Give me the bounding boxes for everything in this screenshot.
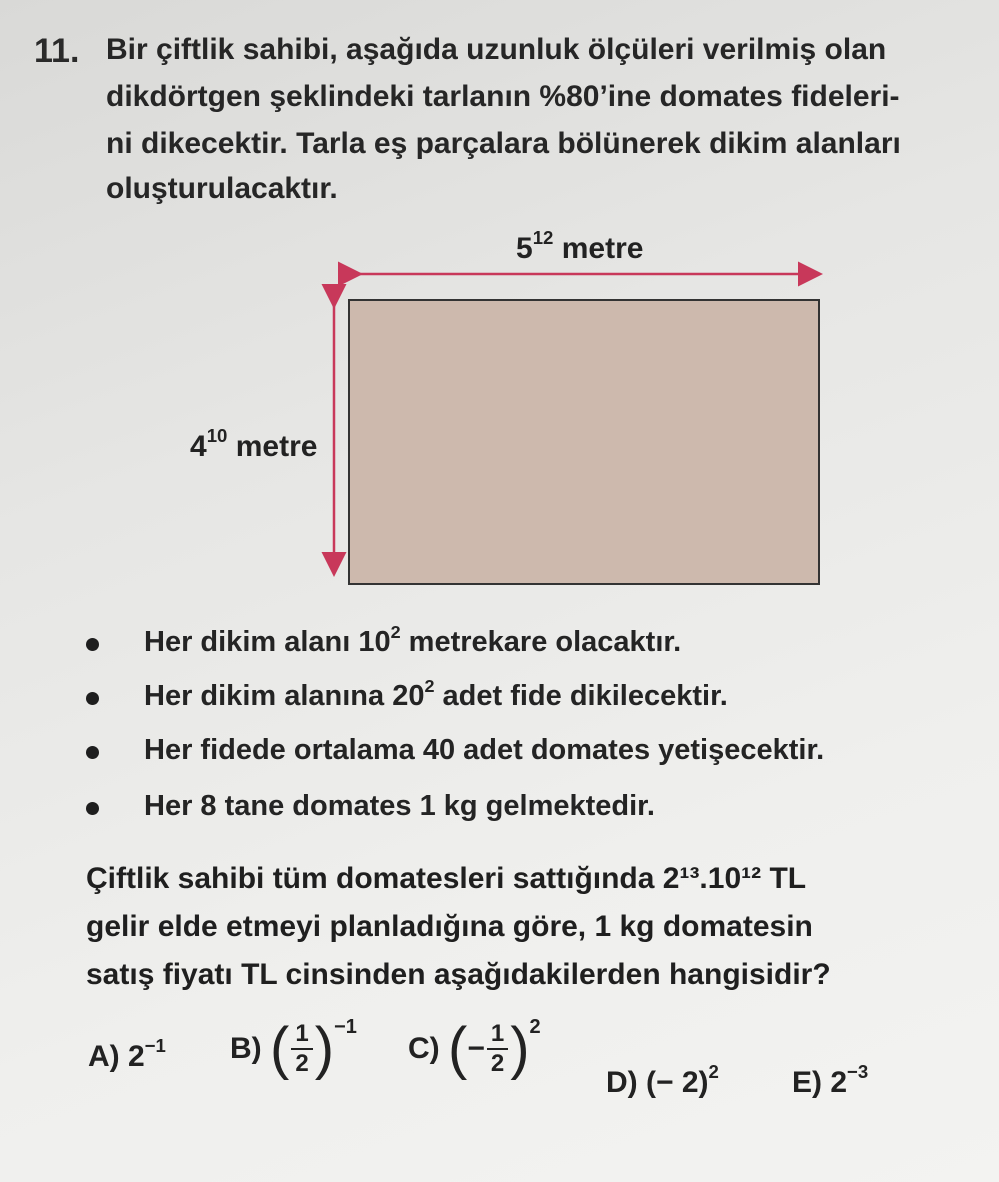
option-c[interactable]: C) (− $\frac{1}{2}$ )$^2$ bbox=[408, 1016, 541, 1081]
bullet-icon bbox=[86, 746, 99, 759]
option-b[interactable]: B) ( $\frac{1}{2}$ )$^{-1}$ bbox=[230, 1016, 357, 1081]
option-a[interactable]: A) $2^{-1}$ bbox=[88, 1035, 166, 1073]
field-rectangle bbox=[349, 300, 819, 584]
bullet-text: Her fidede ortalama 40 adet domates yetişecektir. bbox=[144, 734, 825, 766]
intro-line-4: oluşturulacaktır. bbox=[106, 172, 338, 205]
bullet-icon bbox=[86, 802, 99, 815]
height-label bbox=[190, 425, 318, 464]
bullet-text: Her dikim alanına $20^2$ adet fide dikilecektir. bbox=[144, 675, 728, 712]
option-d[interactable]: D) (− 2)$^2$ bbox=[606, 1061, 719, 1099]
height-exponent: 10 bbox=[206, 425, 228, 447]
intro-line-1: Bir çiftlik sahibi, aşağıda uzunluk ölçüleri verilmiş olan bbox=[106, 33, 887, 66]
fraction: $\frac{1}{2}$ bbox=[487, 1022, 508, 1076]
intro-line-3: ni dikecektir. Tarla eş parçalara bölünerek dikim alanları bbox=[106, 127, 901, 160]
height-base: 4 bbox=[190, 430, 207, 463]
width-exponent: 12 bbox=[532, 227, 554, 249]
width-label bbox=[516, 227, 644, 266]
bullet-text: Her dikim alanı $10^2$ metrekare olacaktır. bbox=[144, 621, 682, 658]
question-number: 11. bbox=[34, 32, 80, 70]
intro-line-2: dikdörtgen şeklindeki tarlanın %80’ine domates fideleri- bbox=[106, 80, 900, 113]
bullet-icon bbox=[86, 638, 99, 651]
bullet-text: Her 8 tane domates 1 kg gelmektedir. bbox=[144, 790, 655, 822]
ask-line-1: Çiftlik sahibi tüm domatesleri sattığında 2¹³.10¹² TL bbox=[86, 862, 807, 895]
ask-line-3: satış fiyatı TL cinsinden aşağıdakilerden hangisidir? bbox=[86, 958, 831, 991]
fraction: $\frac{1}{2}$ bbox=[291, 1022, 312, 1076]
width-base: 5 bbox=[516, 232, 533, 265]
height-unit: metre bbox=[235, 430, 318, 463]
ask-line-2: gelir elde etmeyi planladığına göre, 1 kg domatesin bbox=[86, 910, 813, 943]
bullet-icon bbox=[86, 692, 99, 705]
width-unit: metre bbox=[561, 232, 644, 265]
option-e[interactable]: E) $2^{-3}$ bbox=[792, 1061, 869, 1099]
